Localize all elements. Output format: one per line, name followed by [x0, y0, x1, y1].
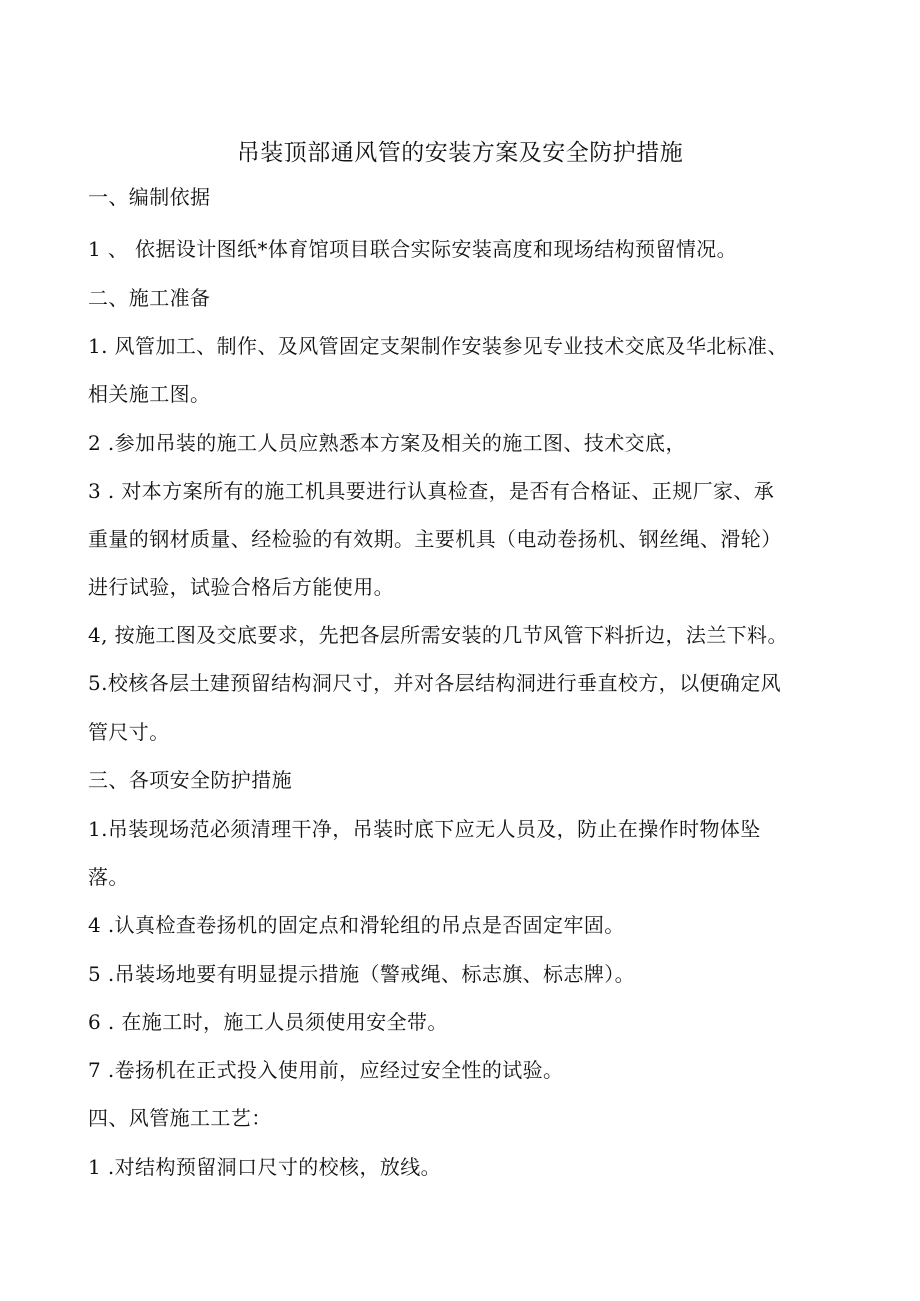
paragraph-line: 3 . 对本方案所有的施工机具要进行认真检查，是否有合格证、正规厂家、承	[88, 479, 775, 503]
paragraph-line: 1. 风管加工、制作、及风管固定支架制作安装参见专业技术交底及华北标准、	[88, 334, 788, 358]
paragraph-line: 进行试验，试验合格后方能使用。	[88, 575, 394, 599]
paragraph-line: 1 .对结构预留洞口尺寸的校核，放线。	[88, 1155, 442, 1179]
section-heading-preparation: 二、施工准备	[88, 286, 211, 310]
paragraph-line: 7 .卷扬机在正式投入使用前，应经过安全性的试验。	[88, 1058, 564, 1082]
paragraph-line: 落。	[88, 865, 129, 889]
paragraph-line: 5 .吊装场地要有明显提示措施（警戒绳、标志旗、标志牌）。	[88, 962, 636, 986]
paragraph-line: 4 .认真检查卷扬机的固定点和滑轮组的吊点是否固定牢固。	[88, 913, 625, 937]
section-heading-basis: 一、编制依据	[88, 185, 211, 209]
paragraph-line: 2 .参加吊装的施工人员应熟悉本方案及相关的施工图、技术交底，	[88, 431, 686, 455]
paragraph-line: 5.校核各层土建预留结构洞尺寸，并对各层结构洞进行垂直校方，以便确定风	[88, 671, 782, 695]
document-title: 吊装顶部通风管的安装方案及安全防护措施	[236, 140, 684, 166]
section-heading-process: 四、风管施工工艺：	[88, 1106, 272, 1130]
paragraph-line: 6 . 在施工时，施工人员须使用安全带。	[88, 1010, 448, 1034]
paragraph-line: 管尺寸。	[88, 720, 170, 744]
paragraph-line: 相关施工图。	[88, 382, 211, 406]
section-heading-safety: 三、各项安全防护措施	[88, 768, 292, 792]
paragraph-line: 4, 按施工图及交底要求，先把各层所需安装的几节风管下料折边，法兰下料。	[88, 623, 788, 647]
paragraph-line: 重量的钢材质量、经检验的有效期。主要机具（电动卷扬机、钢丝绳、滑轮）	[88, 527, 782, 551]
paragraph-line: 1 、 依据设计图纸*体育馆项目联合实际安装高度和现场结构预留情况。	[88, 237, 738, 261]
paragraph-line: 1.吊装现场范必须清理干净，吊装时底下应无人员及，防止在操作时物体坠	[88, 817, 761, 841]
